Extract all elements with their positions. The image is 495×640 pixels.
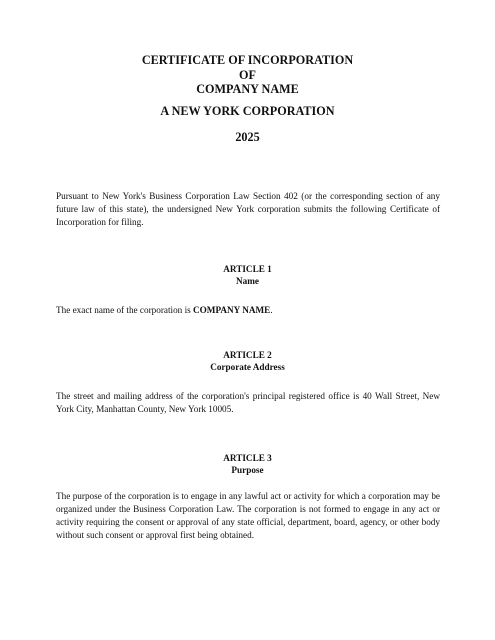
article-3-number: ARTICLE 3 <box>223 453 272 463</box>
title-line-3: COMPANY NAME <box>196 82 299 96</box>
article-1-text <box>56 304 440 317</box>
article-3-text: The purpose of the corporation is to engage in any lawful act or activity for which a corporation may be organized under the Business Corporation Law. The corporation is not formed to engage in any act or activity requiring the consent or approval of any state official, department, board, agency, or other body without such consent or approval first being obtained. <box>56 491 440 540</box>
document-year: 2025 <box>235 130 260 144</box>
document-title <box>0 53 495 97</box>
article-2-heading <box>0 349 495 373</box>
article-1-number: ARTICLE 1 <box>223 264 272 274</box>
company-name: COMPANY NAME <box>193 305 271 315</box>
document-subtitle: A NEW YORK CORPORATION <box>160 104 335 118</box>
article-2-text: The street and mailing address of the corporation's principal registered office is 40 Wall Street, New York City, Manhattan County, New York 10005. <box>56 391 440 414</box>
article-3-title: Purpose <box>231 465 264 475</box>
title-line-2: OF <box>239 67 256 82</box>
article-2-title: Corporate Address <box>210 362 285 372</box>
article-1-text-prefix: The exact name of the corporation is <box>56 305 193 315</box>
title-line-1: CERTIFICATE OF INCORPORATION <box>141 53 354 67</box>
article-2-number: ARTICLE 2 <box>223 350 272 360</box>
article-3-heading <box>0 452 495 476</box>
article-1-title: Name <box>236 276 259 286</box>
article-1-heading <box>0 263 495 287</box>
intro-paragraph: Pursuant to New York's Business Corporation Law Section 402 (or the corresponding section of any future law of this state), the undersigned New York corporation submits the following Certificate of Incorporation for filing. <box>56 191 440 227</box>
article-1-text-suffix: . <box>270 305 273 315</box>
